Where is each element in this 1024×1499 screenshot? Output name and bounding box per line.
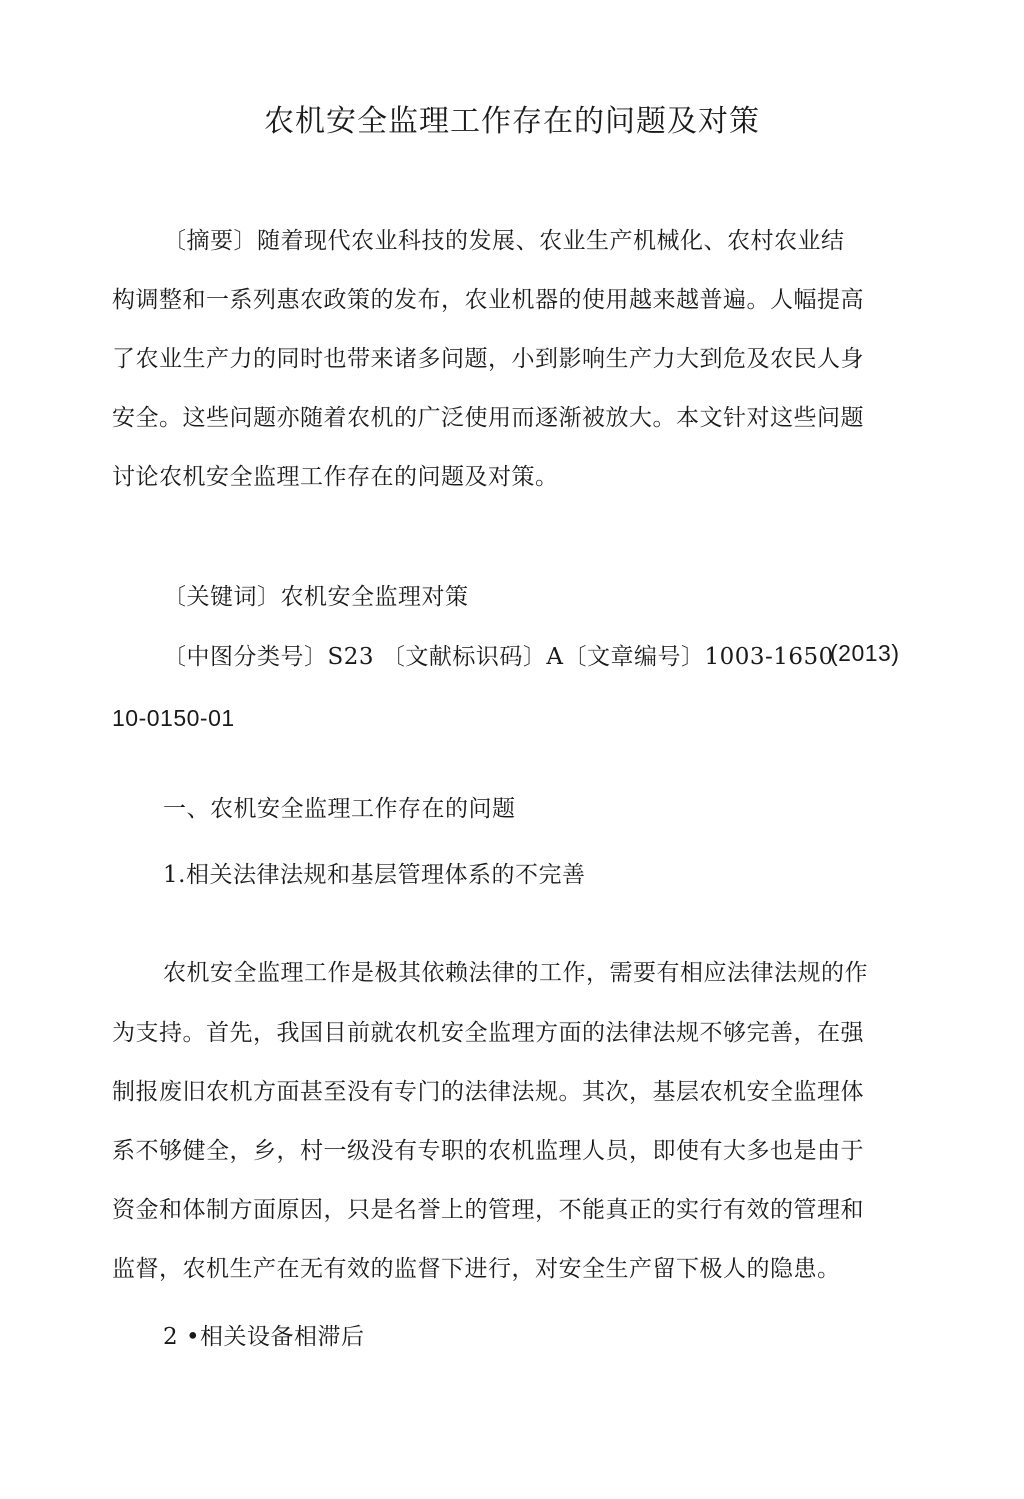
abstract-line: 了农业生产力的同时也带来诸多问题，小到影响生产力大到危及农民人身 [112, 346, 864, 372]
paragraph-line: 系不够健全，乡，村一级没有专职的农机监理人员，即使有大多也是由于 [112, 1138, 864, 1164]
section-heading: 一、农机安全监理工作存在的问题 [163, 796, 516, 822]
paragraph-line: 为支持。首先，我国目前就农机安全监理方面的法律法规不够完善，在强 [112, 1020, 864, 1046]
paragraph-line: 制报废旧农机方面甚至没有专门的法律法规。其次，基层农机安全监理体 [112, 1079, 864, 1105]
abstract-line: 构调整和一系列惠农政策的发布，农业机器的使用越来越普遍。人幅提高 [112, 287, 864, 313]
subsection-heading: 1.相关法律法规和基层管理体系的不完善 [163, 862, 586, 888]
document-title: 农机安全监理工作存在的问题及对策 [264, 104, 760, 139]
abstract-line: 安全。这些问题亦随着农机的广泛使用而逐渐被放大。本文针对这些问题 [112, 405, 864, 431]
abstract-line: 讨论农机安全监理工作存在的问题及对策。 [112, 464, 559, 490]
paragraph-line: 资金和体制方面原因，只是名誉上的管理，不能真正的实行有效的管理和 [112, 1197, 864, 1223]
classification-year: (2013) [830, 640, 900, 666]
keywords-line: 〔关键词〕农机安全监理对策 [163, 584, 469, 610]
subsection-heading: 2 •相关设备相滞后 [163, 1324, 365, 1350]
paragraph-line: 农机安全监理工作是极其依赖法律的工作，需要有相应法律法规的作 [163, 960, 868, 986]
classification-line-continued: 10-0150-01 [112, 705, 235, 731]
classification-line: 〔中图分类号〕S23 〔文献标识码〕A〔文章编号〕1003-1650 [163, 644, 834, 670]
abstract-line: 〔摘要〕随着现代农业科技的发展、农业生产机械化、农村农业结 [163, 228, 845, 254]
paragraph-line: 监督，农机生产在无有效的监督下进行，对安全生产留下极人的隐患。 [112, 1256, 841, 1282]
